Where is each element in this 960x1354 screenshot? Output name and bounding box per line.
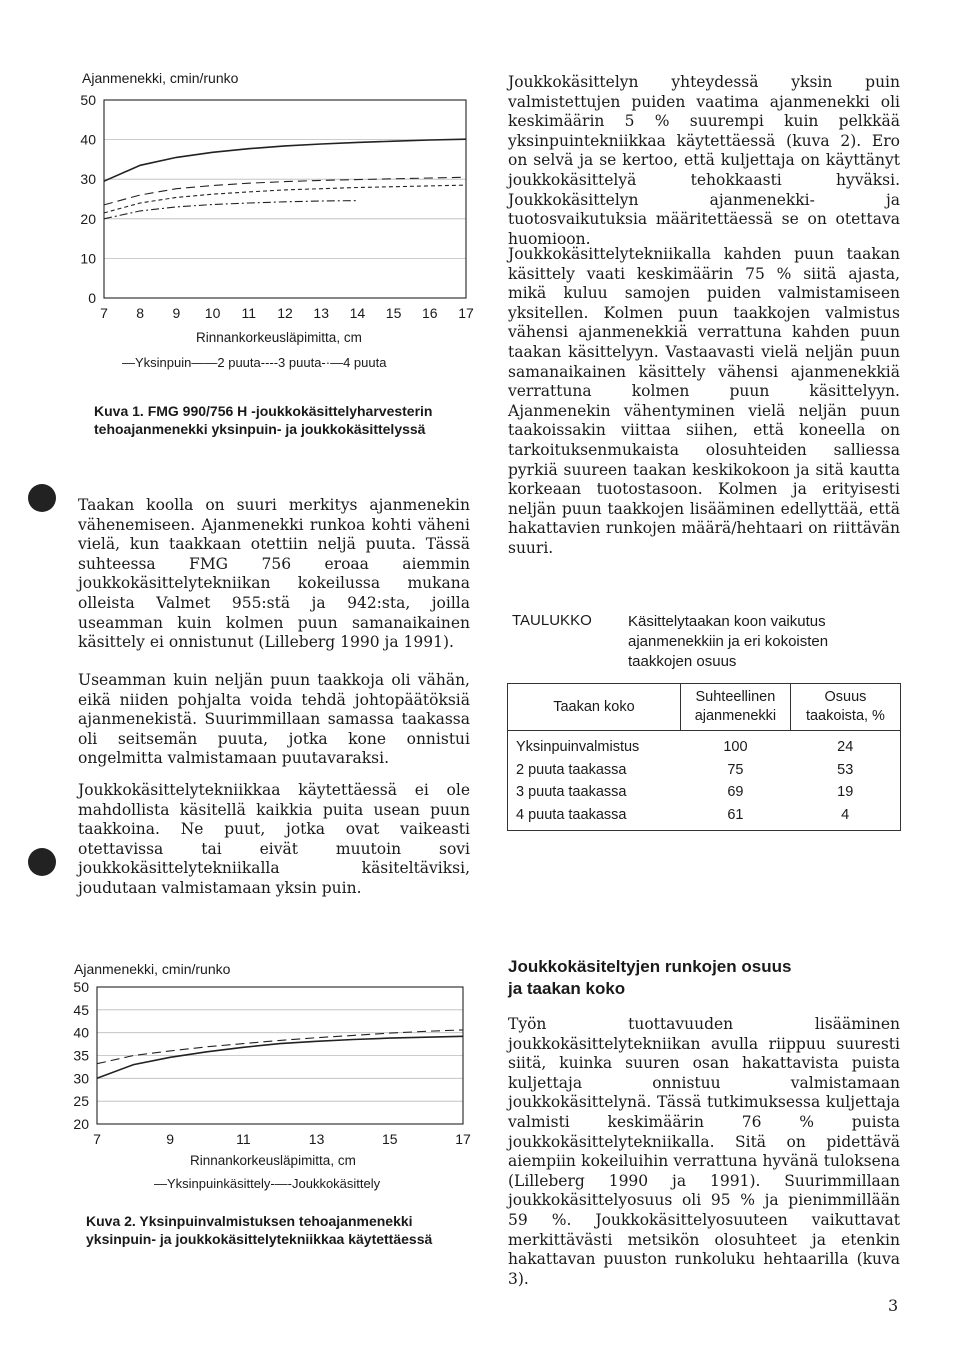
x-tick-label: 13 [313, 305, 329, 321]
table-row [508, 731, 901, 759]
y-tick-label: 30 [80, 171, 96, 188]
y-tick-label: 45 [73, 1001, 89, 1018]
left-paragraph-1: Taakan koolla on suuri merkitys ajanmenekin vähenemiseen. Ajanmenekki runkoa kohti väheni vielä, kun taakkaan otettiin neljä puuta. Tässä suhteessa FMG 756 eroaa aiemmin joukkokäsittelytekniikan kokeilussa mukana olleista Valmet 955:stä ja 942:sta, joilla useamman kuin kolmen puun samanaikainen käsittely ei onnistunut (Lilleberg 1990 ja 1991). [78, 496, 470, 652]
x-tick-label: 16 [422, 305, 438, 321]
left-paragraph-3: Joukkokäsittelytekniikkaa käytettäessä ei ole mahdollista käsitellä kaikkia puita usean puun taakkoina. Ne puut, jotka ovat vaikeasti otettavissa tai eivät muutoin sovi joukkokäsittelytekniikalla käsiteltäviksi, joudutaan valmistamaan yksin puin. [78, 781, 470, 897]
figure2-ylabel: Ajanmenekki, cmin/runko [74, 961, 231, 977]
series-line-2 [97, 1030, 463, 1064]
x-tick-label: 15 [382, 1131, 398, 1147]
x-tick-label: 7 [93, 1131, 101, 1147]
y-tick-label: 40 [73, 1024, 89, 1041]
section-heading-line2: ja taakan koko [508, 979, 626, 998]
series-line-3 [104, 185, 466, 213]
x-tick-label: 12 [277, 305, 293, 321]
table-cell-share: 53 [837, 761, 854, 778]
right-paragraph-2: Joukkokäsittelytekniikalla kahden puun taakan käsittely vaati keskimäärin 75 % siitä ajasta, mikä kuluu samojen puiden valmistamiseen yksitellen. Kolmen puun taakkojen valmistus vähensi ajanmenekkiä verrattuna kahden puun taakan käsittelyyn. Vastaavasti vielä neljän puun samanaikainen käsittely vähensi ajanmenekkiä verrattuna kolmen puun käsittelyyn. Ajanmenekin vähentyminen vielä neljän puun taakoissakin viittaa siihen, että koneella on tarkoituksenmukaista olosuhteiden salliessa pyrkiä suureen taakan keskikokoon ja sitä kautta korkeaan tuotostasoon. Kolmen ja erityisesti neljän puun taakkojen lisääminen edellyttää, että hakattavien runkojen määrä/hehtaari on riittävän suuri. [508, 245, 900, 557]
x-tick-label: 17 [458, 305, 474, 321]
table-cell-share: 19 [837, 784, 854, 800]
punch-hole-bottom [28, 848, 56, 876]
table-title-line2: ajanmenekkiin ja eri kokoisten [628, 633, 829, 650]
section-heading [508, 956, 791, 1000]
x-tick-label: 9 [172, 305, 181, 321]
figure2-caption-line1: Kuva 2. Yksinpuinvalmistuksen tehoajanmenekki [86, 1213, 413, 1229]
table-cell-time: 100 [723, 739, 748, 755]
page-number: 3 [888, 1296, 899, 1315]
figure1-caption-line1: Kuva 1. FMG 990/756 H -joukkokäsittelyharvesterin [94, 403, 433, 419]
x-tick-label: 14 [349, 305, 366, 321]
x-tick-label: 7 [100, 305, 108, 321]
figure1-caption-line2: tehoajanmenekki yksinpuin- ja joukkokäsittelyssä [94, 421, 426, 437]
table-cell-load: Yksinpuinvalmistus [516, 739, 640, 755]
x-tick-label: 13 [308, 1131, 325, 1147]
right-paragraph-3: Työn tuottavuuden lisääminen joukkokäsittelytekniikan avulla riippuu suuresti siitä, kuinka suuren osan hakattavista puista kuljettaja onnistuu valmistamaan joukkokäsittelynä. Tässä tutkimuksessa kuljettaja valmisti keskimäärin 76 % puista joukkokäsittelytekniikalla. Sitä on pidettävä aiempiin kokeiluihin verrattuna hyvänä tuloksena (Lilleberg 1990 ja 1991). Suurimmillaan joukkokäsittelyosuus oli 95 % ja pienimmillään 59 %. Joukkokäsittelyosuuteen vaikuttavat merkittävästi metsikön olosuhteet ja etenkin hakattavan puuston runkoluku hehtaarilla (kuva 3). [508, 1015, 900, 1288]
table-cell-load: 4 puuta taakassa [516, 806, 627, 823]
figure2-caption-line2: yksinpuin- ja joukkokäsittelytekniikkaa käytettäessä [86, 1231, 433, 1247]
figure2-caption [86, 1212, 432, 1248]
table-label: TAULUKKO [512, 612, 592, 629]
y-tick-label: 0 [88, 290, 96, 306]
figure1-caption [94, 402, 432, 438]
x-tick-label: 10 [204, 305, 221, 321]
x-tick-label: 11 [236, 1131, 251, 1147]
y-tick-label: 25 [73, 1093, 89, 1110]
y-tick-label: 30 [73, 1070, 89, 1087]
table-cell-time: 69 [727, 784, 744, 800]
table-header-load-size: Taakan koko [508, 684, 681, 731]
y-tick-label: 40 [80, 131, 96, 148]
y-tick-label: 10 [80, 250, 96, 267]
table-title-line3: taakkojen osuus [628, 653, 737, 670]
figure1-legend: —Yksinpuin——2 puuta----3 puuta-·—4 puuta [122, 355, 387, 370]
figure2-xlabel: Rinnankorkeusläpimitta, cm [190, 1153, 356, 1168]
table-header-row [508, 684, 901, 731]
series-line-4 [104, 201, 357, 219]
x-tick-label: 15 [385, 305, 402, 321]
table-header-share: Osuus taakoista, % [790, 684, 900, 731]
plot-frame [104, 100, 466, 298]
table-cell-share: 4 [841, 806, 850, 823]
x-tick-label: 17 [455, 1131, 471, 1147]
left-paragraph-2: Useamman kuin neljän puun taakkoja oli vähän, eikä niiden pohjalta voida tehdä johtopäätöksiä ajanmenekistä. Suurimmillaan samassa taakassa oli seitsemän puuta, jotka kone onnistui ongelmitta valmistamaan puutavaraksi. [78, 671, 470, 768]
y-tick-label: 50 [73, 979, 89, 995]
x-tick-label: 9 [166, 1131, 175, 1147]
y-tick-label: 20 [80, 210, 96, 227]
table-row [508, 804, 901, 831]
table-header-relative-time: Suhteellinen ajanmenekki [680, 684, 790, 731]
series-line-1 [104, 139, 466, 181]
x-tick-label: 8 [136, 305, 145, 321]
figure1-ylabel: Ajanmenekki, cmin/runko [82, 70, 239, 86]
figure2-legend: —Yksinpuinkäsittely-—-Joukkokäsittely [154, 1176, 381, 1191]
plot-frame [97, 987, 463, 1124]
y-tick-label: 50 [80, 92, 96, 108]
table-cell-load: 3 puuta taakassa [516, 784, 627, 800]
table-cell-share: 24 [837, 739, 854, 755]
table-title-line1: Käsittelytaakan koon vaikutus [628, 613, 826, 630]
series-line-1 [97, 1036, 463, 1078]
table-row [508, 759, 901, 782]
table-cell-time: 75 [727, 761, 744, 778]
data-table [507, 683, 901, 831]
table-row [508, 781, 901, 804]
section-heading-line1: Joukkokäsiteltyjen runkojen osuus [508, 957, 792, 976]
punch-hole-top [28, 484, 56, 512]
y-tick-label: 35 [73, 1047, 89, 1064]
y-tick-label: 20 [73, 1116, 89, 1132]
figure1-xlabel: Rinnankorkeusläpimitta, cm [196, 330, 362, 345]
table-cell-load: 2 puuta taakassa [516, 761, 627, 778]
series-line-2 [104, 177, 466, 205]
table-title [628, 612, 828, 672]
right-paragraph-1: Joukkokäsittelyn yhteydessä yksin puin valmistettujen puiden vaatima ajanmenekki oli keskimäärin 5 % suurempi kuin pelkkää yksinpuintekniikkaa käytettäessä (kuva 2). Ero on selvä ja se kertoo, että kuljettaja on käyttänyt joukkokäsittelyä tehokkaasti hyväksi. Joukkokäsittelyn ajanmenekki- ja tuotosvaikutuksia määritettäessä se on otettava huomioon. [508, 73, 900, 248]
table-cell-time: 61 [727, 806, 744, 823]
x-tick-label: 11 [241, 305, 257, 321]
